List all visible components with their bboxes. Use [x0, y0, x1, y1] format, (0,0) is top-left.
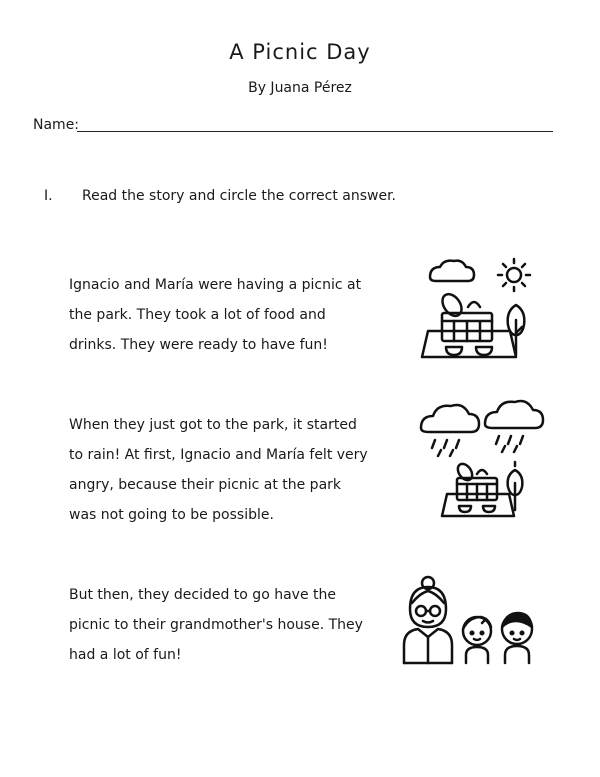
story-paragraph-2: When they just got to the park, it started to rain! At first, Ignacio and María felt very angry, because their picnic at the park was not going to be possible. — [69, 417, 368, 523]
instruction-number: I. — [44, 188, 53, 204]
worksheet-title: A Picnic Day — [229, 40, 371, 64]
grandmother-children-icon — [400, 575, 545, 670]
picnic-basket-sun-icon — [420, 255, 540, 370]
name-label: Name: — [33, 117, 80, 133]
instruction-text: Read the story and circle the correct answer. — [82, 188, 396, 204]
story-paragraph-3: But then, they decided to go have the picnic to their grandmother's house. They had a lot of fun! — [69, 587, 363, 663]
rain-clouds-picnic-icon — [415, 398, 550, 523]
author-line: By Juana Pérez — [248, 80, 352, 96]
instruction — [44, 188, 396, 204]
story-paragraph-1: Ignacio and María were having a picnic at the park. They took a lot of food and drinks. They were ready to have fun! — [69, 277, 362, 353]
name-blank-line — [77, 131, 553, 132]
name-field — [33, 117, 553, 137]
